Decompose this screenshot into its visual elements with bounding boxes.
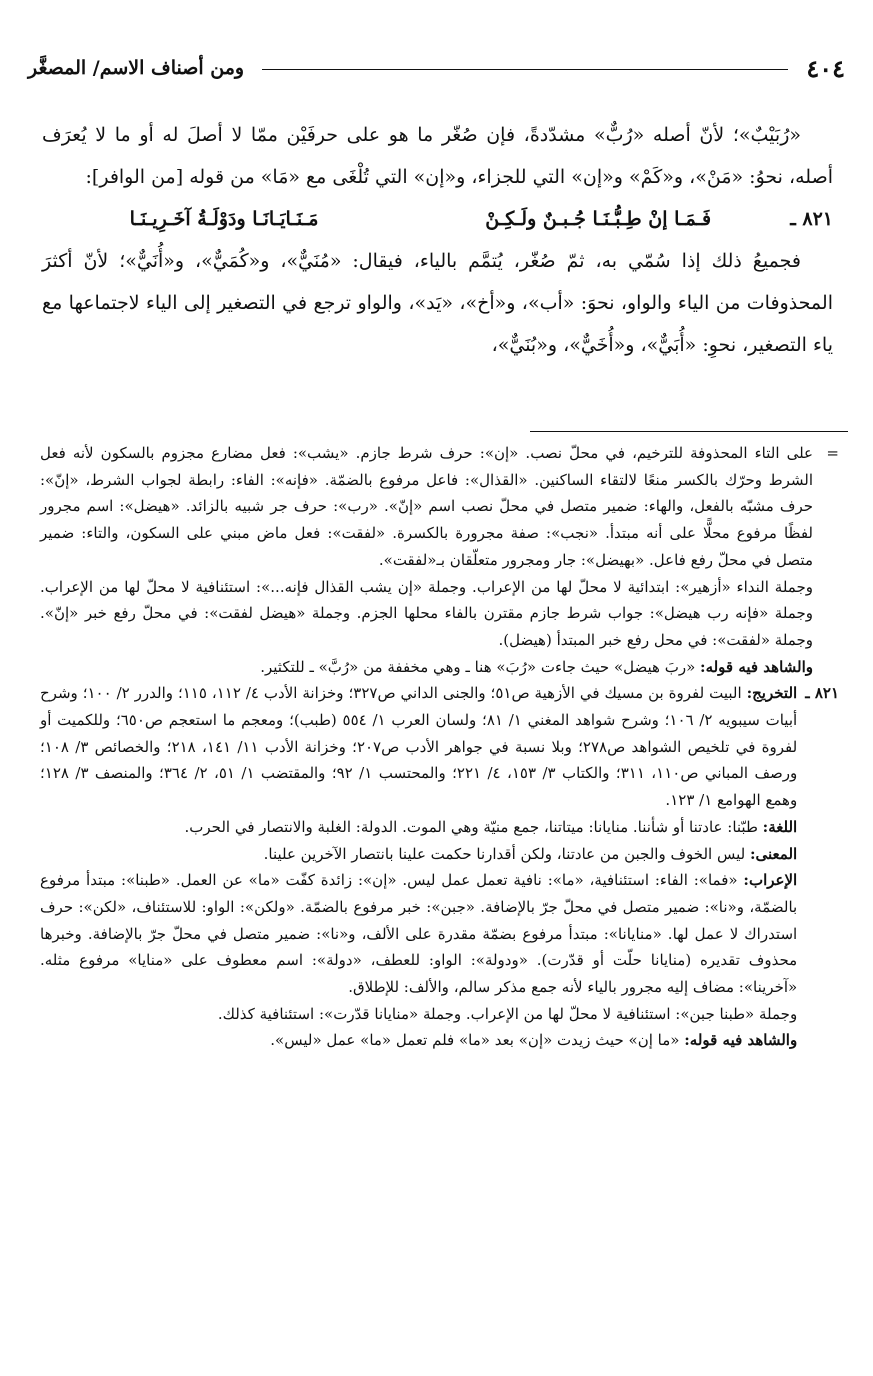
- continuation-sentences: وجملة النداء «أزهير»: ابتدائية لا محلّ لها من الإعراب. وجملة «إن يشب القذال فإنه...»: استئنافية لا محلّ لها من الإعراب. وجملة «فإنه رب هيضل»: جواب شرط جازم مقترن بالفاء محلها الجزم. وجملة «هيضل لفقت»: في محلّ رفع خبر «إنّ». وجملة «لفقت»: في محل رفع خبر المبتدأ (هيضل).: [40, 577, 813, 649]
- irab: [40, 867, 797, 1001]
- running-title: ومن أصناف الاسم/ المصغَّر: [28, 57, 245, 79]
- verse-number: ٨٢١ ـ: [790, 208, 833, 230]
- witness-text-2: «ما إن» حيث زيدت «إن» بعد «ما» فلم تعمل «ما» عمل «ليس».: [270, 1031, 680, 1050]
- maana-text: ليس الخوف والجبن من عادتنا، ولكن أقدارنا حكمت علينا بانتصار الآخرين علينا.: [263, 844, 746, 863]
- page-header: [28, 44, 845, 92]
- continuation-witness: [40, 654, 813, 681]
- maana-label: المعنى:: [749, 844, 798, 863]
- lugha: [40, 814, 797, 841]
- takhrij-label: التخريج:: [746, 684, 798, 703]
- witness: [40, 1027, 797, 1054]
- footnote-821: [40, 680, 839, 1054]
- footnote-number: ٨٢١ ـ: [805, 684, 839, 703]
- footnote-continuation: [40, 440, 839, 680]
- continuation-text: على التاء المحذوفة للترخيم، في محلّ نصب. «إن»: حرف شرط جازم. «يشب»: فعل مضارع مجزوم بالسكون لأنه فعل الشرط وحرّك بالكسر منعًا لالتقاء الساكنين. «القذال»: فاعل مرفوع بالضمّة. «فإنه»: الفاء: رابطة لجواب الشرط، «إنّ»: حرف مشبّه بالفعل، والهاء: ضمير متصل في محلّ نصب اسم «إنّ». «رب»: حرف جر شبيه بالزائد. «هيضل»: اسم مجرور لفظًا مرفوع محلًّا على أنه مبتدأ. «نجب»: صفة مجرورة بالكسرة. «لفقت»: فعل ماض مبني على السكون، والتاء: ضمير متصل في محلّ رفع فاعل. «بهيضل»: جار ومجرور متعلّقان بـ«لفقت».: [40, 444, 813, 569]
- verse-second-hemistich: مَـنَـايَـانَـا ودَوْلَـةُ آخَـرِيـنَـا: [129, 208, 319, 230]
- paragraph-2: فجميعُ ذلك إذا سُمّي به، ثمّ صُغّر، يُتمَّم بالياء، فيقال: «مُنَيٌّ»، و«كُمَيٌّ»، و«أُنَيٌّ»؛ لأنّ أكثرَ المحذوفات من الياء والواو، نحوَ: «أب»، و«أخ»، «يَد»، والواو ترجع في التصغير إلى الياء لاجتماعها مع ياء التصغير، نحوِ: «أُبَيٌّ»، و«أُخَيٌّ»، و«بُنَيٌّ»،: [42, 250, 833, 356]
- irab-text: «فما»: الفاء: استئنافية، «ما»: نافية تعمل عمل ليس. «إن»: زائدة كفّت «ما» عن العمل. «طبنا»: مبتدأ مرفوع بالضمّة، و«نا»: ضمير متصل في محلّ جرّ بالإضافة. «جبن»: خبر مرفوع بالضمّة. «ولكن»: الواو: للاستئناف، «لكن»: حرف استدراك لا عمل لها. «منايانا»: مبتدأ مرفوع بضمّة مقدرة على الألف، و«نا»: ضمير متصل في محلّ جرّ بالإضافة. وخبرها محذوف تقديره (منايانا حلّت أو قدّرت). «ودولة»: الواو: للعطف، «دولة»: اسم معطوف على «منايا» مرفوع مثله. «آخرينا»: مضاف إليه مجرور بالياء لأنه جمع مذكر سالم، والألف: للإطلاق.: [40, 871, 798, 997]
- verse-first-hemistich: فَـمَـا إنْ طِـبُّـنَـا جُـبـنٌ ولَـكِـنْ: [485, 208, 712, 230]
- paragraph-1: «رُبَيْبٌ»؛ لأنّ أصله «رُبٌّ» مشدّدةً، فإن صُغّر ما هو على حرفَيْن ممّا لا أصلَ له أو ما لا يُعرَف أصله، نحوُ: «مَنْ»، و«كَمْ» و«إن» التي للجزاء، و«إن» التي تُلْغَى مع «مَا» من قوله [من الوافر]:: [42, 124, 833, 188]
- lugha-label: اللغة:: [762, 817, 798, 836]
- witness-label: والشاهد فيه قوله:: [700, 657, 813, 676]
- main-text: [42, 114, 833, 366]
- continuation-mark: =: [826, 444, 839, 462]
- page-number: ٤٠٤: [806, 53, 845, 83]
- irab-label: الإعراب:: [743, 871, 798, 890]
- takhrij: [40, 680, 797, 814]
- lugha-text: طبّنا: عادتنا أو شأننا. منايانا: ميتاتنا، جمع منيّة وهي الموت. الدولة: الغلبة والانتصار في الحرب.: [184, 817, 758, 836]
- witness-label-2: والشاهد فيه قوله:: [684, 1031, 798, 1050]
- footnotes: [40, 440, 839, 1054]
- witness-text: «ربَ هيضل» حيث جاءت «رُبَ» هنا ـ وهي مخففة من «رُبَّ» ـ للتكثير.: [260, 657, 696, 676]
- poetry-verse: [42, 198, 833, 240]
- footnote-divider: [530, 431, 848, 432]
- sentences: وجملة «طبنا جبن»: استئنافية لا محلّ لها من الإعراب. وجملة «منايانا قدّرت»: استئنافية كذلك.: [217, 1004, 798, 1023]
- header-rule: [262, 69, 788, 70]
- takhrij-text: البيت لفروة بن مسيك في الأزهية ص٥١؛ والجنى الداني ص٣٢٧؛ وخزانة الأدب ٤/ ١١٢، ١١٥؛ والدرر ٢/ ١٠٠؛ وشرح أبيات سيبويه ٢/ ١٠٦؛ وشرح شواهد المغني ١/ ٨١؛ ولسان العرب ١/ ٥٥٤ (طبب)؛ ومعجم ما استعجم ص٦٥٠؛ وللكميت أو لفروة في تلخيص الشواهد ص٢٧٨؛ وبلا نسبة في جواهر الأدب ص٢٠٧؛ وخزانة الأدب ١١/ ١٤١، ٢١٨؛ والخصائص ٣/ ١٠٨؛ ورصف المباني ص١١٠، ٣١١؛ والكتاب ٣/ ١٥٣، ٤/ ٢٢١؛ والمحتسب ١/ ٩٢؛ والمقتضب ١/ ٥١، ٢/ ٣٦٤؛ والمنصف ٣/ ١٢٨؛ وهمع الهوامع ١/ ١٢٣.: [40, 684, 798, 810]
- maana: [40, 841, 797, 868]
